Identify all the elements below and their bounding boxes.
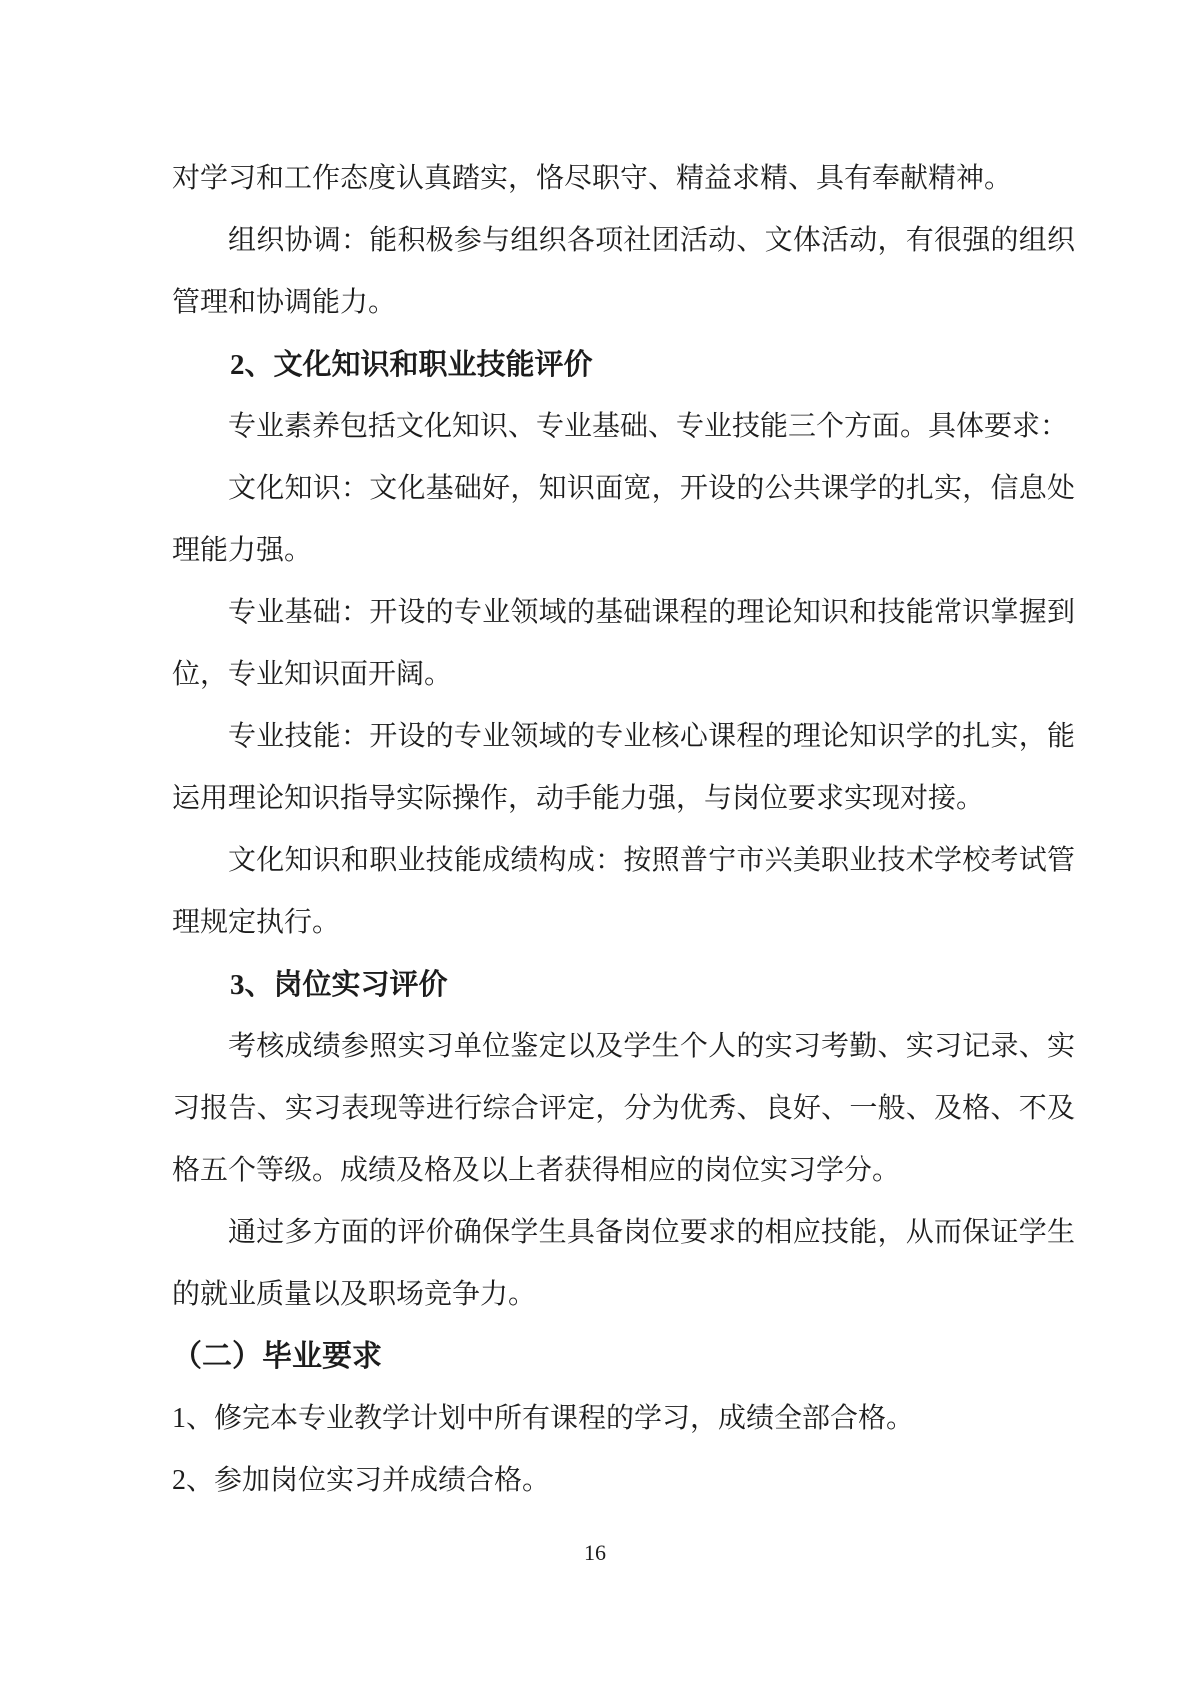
paragraph-internship-assessment: 考核成绩参照实习单位鉴定以及学生个人的实习考勤、实习记录、实习报告、实习表现等进行综合评定，分为优秀、良好、一般、及格、不及格五个等级。成绩及格及以上者获得相应的岗位实习学分。 — [172, 1031, 1075, 1186]
paragraph-professional-foundation: 专业基础：开设的专业领域的基础课程的理论知识和技能常识掌握到位，专业知识面开阔。 — [172, 597, 1075, 690]
paragraph-professional-quality-overview: 专业素养包括文化知识、专业基础、专业技能三个方面。具体要求： — [228, 411, 1069, 442]
paragraph-graduation-requirement-2: 2、参加岗位实习并成绩合格。 — [172, 1465, 551, 1496]
paragraph-score-composition: 文化知识和职业技能成绩构成：按照普宁市兴美职业技术学校考试管理规定执行。 — [172, 845, 1075, 938]
document-body — [172, 148, 1075, 1512]
heading-culture-knowledge-skill-evaluation: 2、文化知识和职业技能评价 — [230, 349, 593, 381]
paragraph-professional-skill: 专业技能：开设的专业领域的专业核心课程的理论知识学的扎实，能运用理论知识指导实际操作，动手能力强，与岗位要求实现对接。 — [172, 721, 1075, 814]
page-number: 16 — [584, 1540, 606, 1565]
paragraph-cultural-knowledge: 文化知识：文化基础好，知识面宽，开设的公共课学的扎实，信息处理能力强。 — [172, 473, 1075, 566]
heading-internship-evaluation: 3、岗位实习评价 — [230, 969, 448, 1001]
paragraph-employment-quality-assurance: 通过多方面的评价确保学生具备岗位要求的相应技能，从而保证学生的就业质量以及职场竞争力。 — [172, 1217, 1075, 1310]
paragraph-organization-coordination: 组织协调：能积极参与组织各项社团活动、文体活动，有很强的组织管理和协调能力。 — [172, 225, 1075, 318]
paragraph-work-attitude: 对学习和工作态度认真踏实，恪尽职守、精益求精、具有奉献精神。 — [172, 163, 1013, 194]
heading-graduation-requirements: （二）毕业要求 — [172, 1340, 382, 1373]
paragraph-graduation-requirement-1: 1、修完本专业教学计划中所有课程的学习，成绩全部合格。 — [172, 1403, 915, 1434]
